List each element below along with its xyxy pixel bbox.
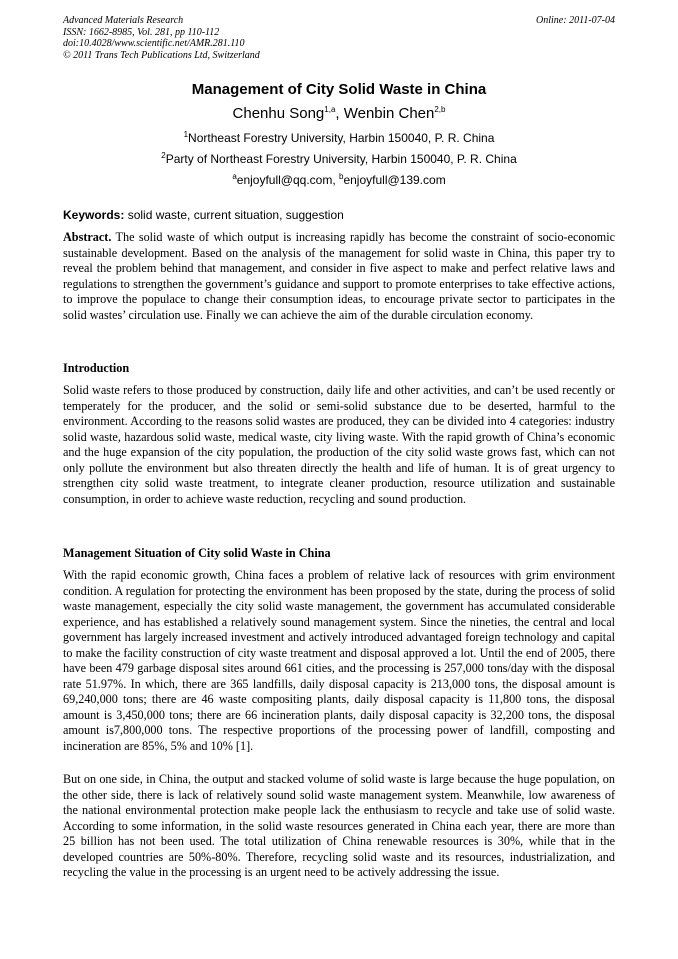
- affiliation-2: [63, 152, 615, 167]
- affiliation-2-text: Party of Northeast Forestry University, Harbin 150040, P. R. China: [165, 152, 517, 166]
- author-2-sup: 2,b: [434, 105, 446, 114]
- section-heading-management: Management Situation of City solid Waste in China: [63, 546, 331, 560]
- abstract-label: Abstract.: [63, 230, 112, 244]
- author-1-name: Chenhu Song: [232, 105, 325, 122]
- abstract-text: The solid waste of which output is increasing rapidly has become the constraint of socio-economic sustainable development. Based on the analysis of the management for solid waste in China, this paper try to reveal the problem behind that management, and consider in five aspect to make and perfect relative laws and regulations to strengthen the government’s guidance and support to promote enterprises to take effective actions, to improve the populace to change their consumption ideas, to encourage private sector to participates in the solid wastes’ circulation use. Finally we can achieve the aim of the durable circulation economy.: [63, 230, 619, 322]
- journal-header: [63, 15, 615, 61]
- doi-line: doi:10.4028/www.scientific.net/AMR.281.110: [63, 38, 245, 49]
- affiliation-1: [63, 131, 615, 146]
- author-2-name: Wenbin Chen: [343, 105, 435, 122]
- keywords-label: Keywords:: [63, 208, 125, 222]
- email-line: [63, 173, 615, 188]
- email-b-sup: b: [339, 172, 344, 181]
- email-a-sup: a: [232, 172, 237, 181]
- copyright-line: © 2011 Trans Tech Publications Ltd, Switzerland: [63, 49, 260, 61]
- journal-name: Advanced Materials Research: [63, 15, 184, 26]
- keywords: [63, 208, 615, 223]
- section-heading-introduction: Introduction: [63, 361, 130, 375]
- email-b: enjoyfull@139.com: [343, 173, 446, 187]
- affiliation-2-sup: 2: [161, 151, 166, 160]
- abstract: [63, 230, 619, 323]
- affiliation-1-sup: 1: [183, 130, 189, 139]
- author-1-sup: 1,a: [324, 105, 336, 114]
- email-a: enjoyfull@qq.com,: [236, 173, 339, 187]
- author-line: [63, 104, 615, 123]
- issn-line: ISSN: 1662-8985, Vol. 281, pp 110-112: [63, 26, 220, 38]
- author-separator: ,: [335, 105, 344, 122]
- keywords-text: solid waste, current situation, suggestion: [124, 208, 344, 222]
- paper-title: Management of City Solid Waste in China: [191, 81, 487, 98]
- online-date: Online: 2011-07-04: [536, 15, 615, 26]
- affiliation-1-text: Northeast Forestry University, Harbin 150040, P. R. China: [188, 131, 495, 145]
- management-paragraph-2: But on one side, in China, the output and stacked volume of solid waste is large because the huge population, on the other side, there is lack of relatively sound solid waste management system. Meanwhile, low awareness of the national environmental protection make people lack the enthusiasm to recycle and take use of solid waste. According to some information, in the solid waste resources generated in China each year, there are more than 25 billion has not been used. The total utilization of China renewable resources is 30%, while that in the developed countries are 50%-80%. Therefore, recycling solid waste and its resources, industrialization, and recycling the value in the processing is an urgent need to be actively addressing the issue.: [63, 772, 615, 880]
- management-paragraph-1: With the rapid economic growth, China faces a problem of relative lack of resources with grim environment condition. A regulation for protecting the environment has been proposed by the state, during the process of solid waste management, especially the city solid waste management, the government has accumulated considerable experience, and has established a relatively sound management system. Since the nineties, the central and local government has largely increased investment and actively introduced advantaged foreign technology and capital to make the facility construction of city waste treatment and disposal approved a lot. Until the end of 2005, there have been 479 garbage disposal sites around 661 cities, and the processing is 257,000 tons/day with the disposal rate 51.97%. In which, there are 365 landfills, daily disposal capacity is 213,000 tons, the disposal amount is 69,240,000 tons; there are 46 waste compositing plants, daily disposal capacity is 11,800 tons, the disposal amount is 3,450,000 tons; there are 66 incineration plants, daily disposal capacity is 32,200 tons, the disposal amount is7,800,000 tons. The respective proportions of the processing power of landfill, composting and incineration are 85%, 5% and 10% [1].: [63, 568, 615, 754]
- introduction-paragraph: Solid waste refers to those produced by construction, daily life and other activities, and can’t be used recently or temperately for the producer, and the solid or semi-solid substance due to be deserted, harmful to the environment. According to the reasons solid wastes are produced, they can be divided into 4 categories: industry solid waste, hazardous solid waste, medical waste, city living waste. With the rapid growth of China’s economic and the huge expansion of the city population, the production of the city solid waste grows fast, which can not only pollute the environment but also threaten directly the health and life of human. It is of great urgency to strengthen city solid waste treatment, to integrate cleaner production, resource utilization and sustainable consumption, in order to achieve waste reduction, recycling and sound production.: [63, 383, 615, 506]
